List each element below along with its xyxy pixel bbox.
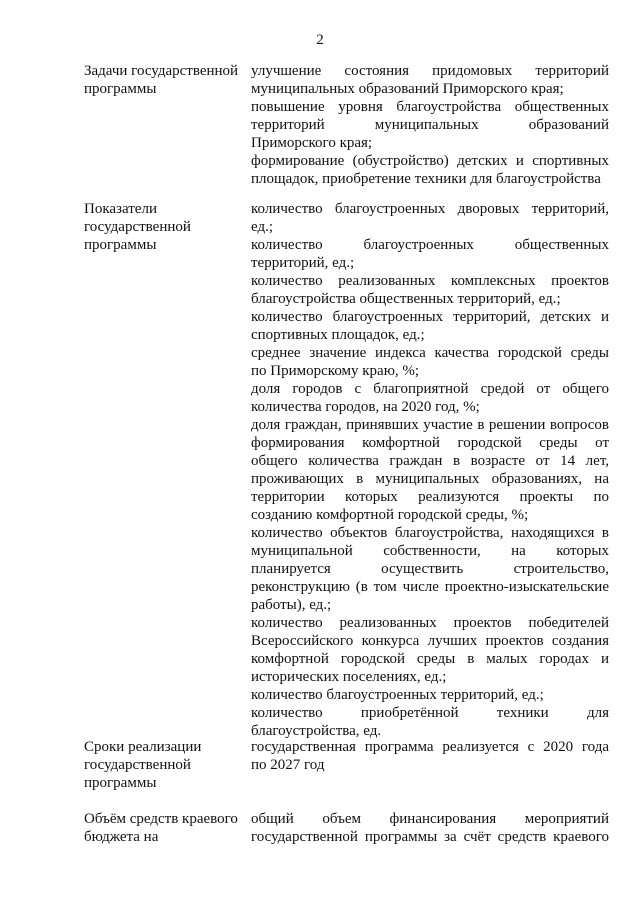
content-line: среднее значение индекса качества городской среды xyxy=(251,345,609,361)
content-line: территории которых реализуются проекты по xyxy=(251,489,609,505)
content-line: территорий муниципальных образований xyxy=(251,117,609,133)
label-line: государственной xyxy=(84,757,191,773)
content-line: формирования комфортной городской среды от xyxy=(251,435,609,451)
content-line: проживающих в муниципальных образованиях, на xyxy=(251,471,609,487)
content-line: спортивных площадок, ед.; xyxy=(251,327,425,343)
section-content xyxy=(251,62,609,188)
label-line: программы xyxy=(84,81,157,97)
content-line: реконструкцию (в том числе проектно-изыскательские xyxy=(251,579,609,595)
content-line: территорий, ед.; xyxy=(251,255,355,271)
section-label xyxy=(84,200,249,254)
content-line: количество реализованных комплексных проектов xyxy=(251,273,609,289)
content-line: муниципальной собственности, на которых xyxy=(251,543,609,559)
label-line: бюджета на xyxy=(84,829,159,845)
content-line: государственной программы за счёт средств краевого xyxy=(251,829,609,845)
content-line: площадок, приобретение техники для благоустройства xyxy=(251,171,601,187)
content-line: муниципальных образований Приморского края; xyxy=(251,81,564,97)
content-line: благоустройства, ед. xyxy=(251,723,382,739)
section-content xyxy=(251,200,609,740)
content-line: улучшение состояния придомовых территорий xyxy=(251,63,609,79)
content-line: количество благоустроенных территорий, ед.; xyxy=(251,687,544,703)
content-line: комфортной городской среды в малых городах и xyxy=(251,651,609,667)
content-line: формирование (обустройство) детских и спортивных xyxy=(251,153,609,169)
content-line: общий объем финансирования мероприятий xyxy=(251,811,609,827)
content-line: доля городов с благоприятной средой от общего xyxy=(251,381,609,397)
content-line: Приморского края; xyxy=(251,135,373,151)
content-line: по 2027 год xyxy=(251,757,325,773)
content-line: ед.; xyxy=(251,219,274,235)
content-line: работы), ед.; xyxy=(251,597,332,613)
content-line: общего количества граждан в возрасте от 14 лет, xyxy=(251,453,609,469)
label-line: Задачи государственной xyxy=(84,63,239,79)
content-line: количество объектов благоустройства, находящихся в xyxy=(251,525,609,541)
content-line: количество благоустроенных дворовых территорий, xyxy=(251,201,609,217)
label-line: программы xyxy=(84,775,157,791)
content-line: количества городов, на 2020 год, %; xyxy=(251,399,480,415)
content-line: количество благоустроенных общественных xyxy=(251,237,609,253)
section-content xyxy=(251,738,609,774)
content-line: планируется осуществить строительство, xyxy=(251,561,609,577)
section-label xyxy=(84,738,249,792)
label-line: программы xyxy=(84,237,157,253)
content-line: Всероссийского конкурса лучших проектов создания xyxy=(251,633,609,649)
content-line: количество реализованных проектов победителей xyxy=(251,615,609,631)
content-line: повышение уровня благоустройства общественных xyxy=(251,99,609,115)
content-line: благоустройства общественных территорий, ед.; xyxy=(251,291,561,307)
section-label xyxy=(84,62,249,98)
content-line: доля граждан, принявших участие в решении вопросов xyxy=(251,417,609,433)
label-line: государственной xyxy=(84,219,191,235)
label-line: Сроки реализации xyxy=(84,739,202,755)
content-line: государственная программа реализуется с 2020 года xyxy=(251,739,609,755)
content-line: количество благоустроенных территорий, детских и xyxy=(251,309,609,325)
label-line: Объём средств краевого xyxy=(84,811,238,827)
content-line: созданию комфортной городской среды, %; xyxy=(251,507,529,523)
content-line: по Приморскому краю, %; xyxy=(251,363,420,379)
content-line: исторических поселениях, ед.; xyxy=(251,669,447,685)
label-line: Показатели xyxy=(84,201,157,217)
content-line: количество приобретённой техники для xyxy=(251,705,609,721)
section-label xyxy=(84,810,249,846)
section-content xyxy=(251,810,609,846)
page-number: 2 xyxy=(316,32,324,48)
